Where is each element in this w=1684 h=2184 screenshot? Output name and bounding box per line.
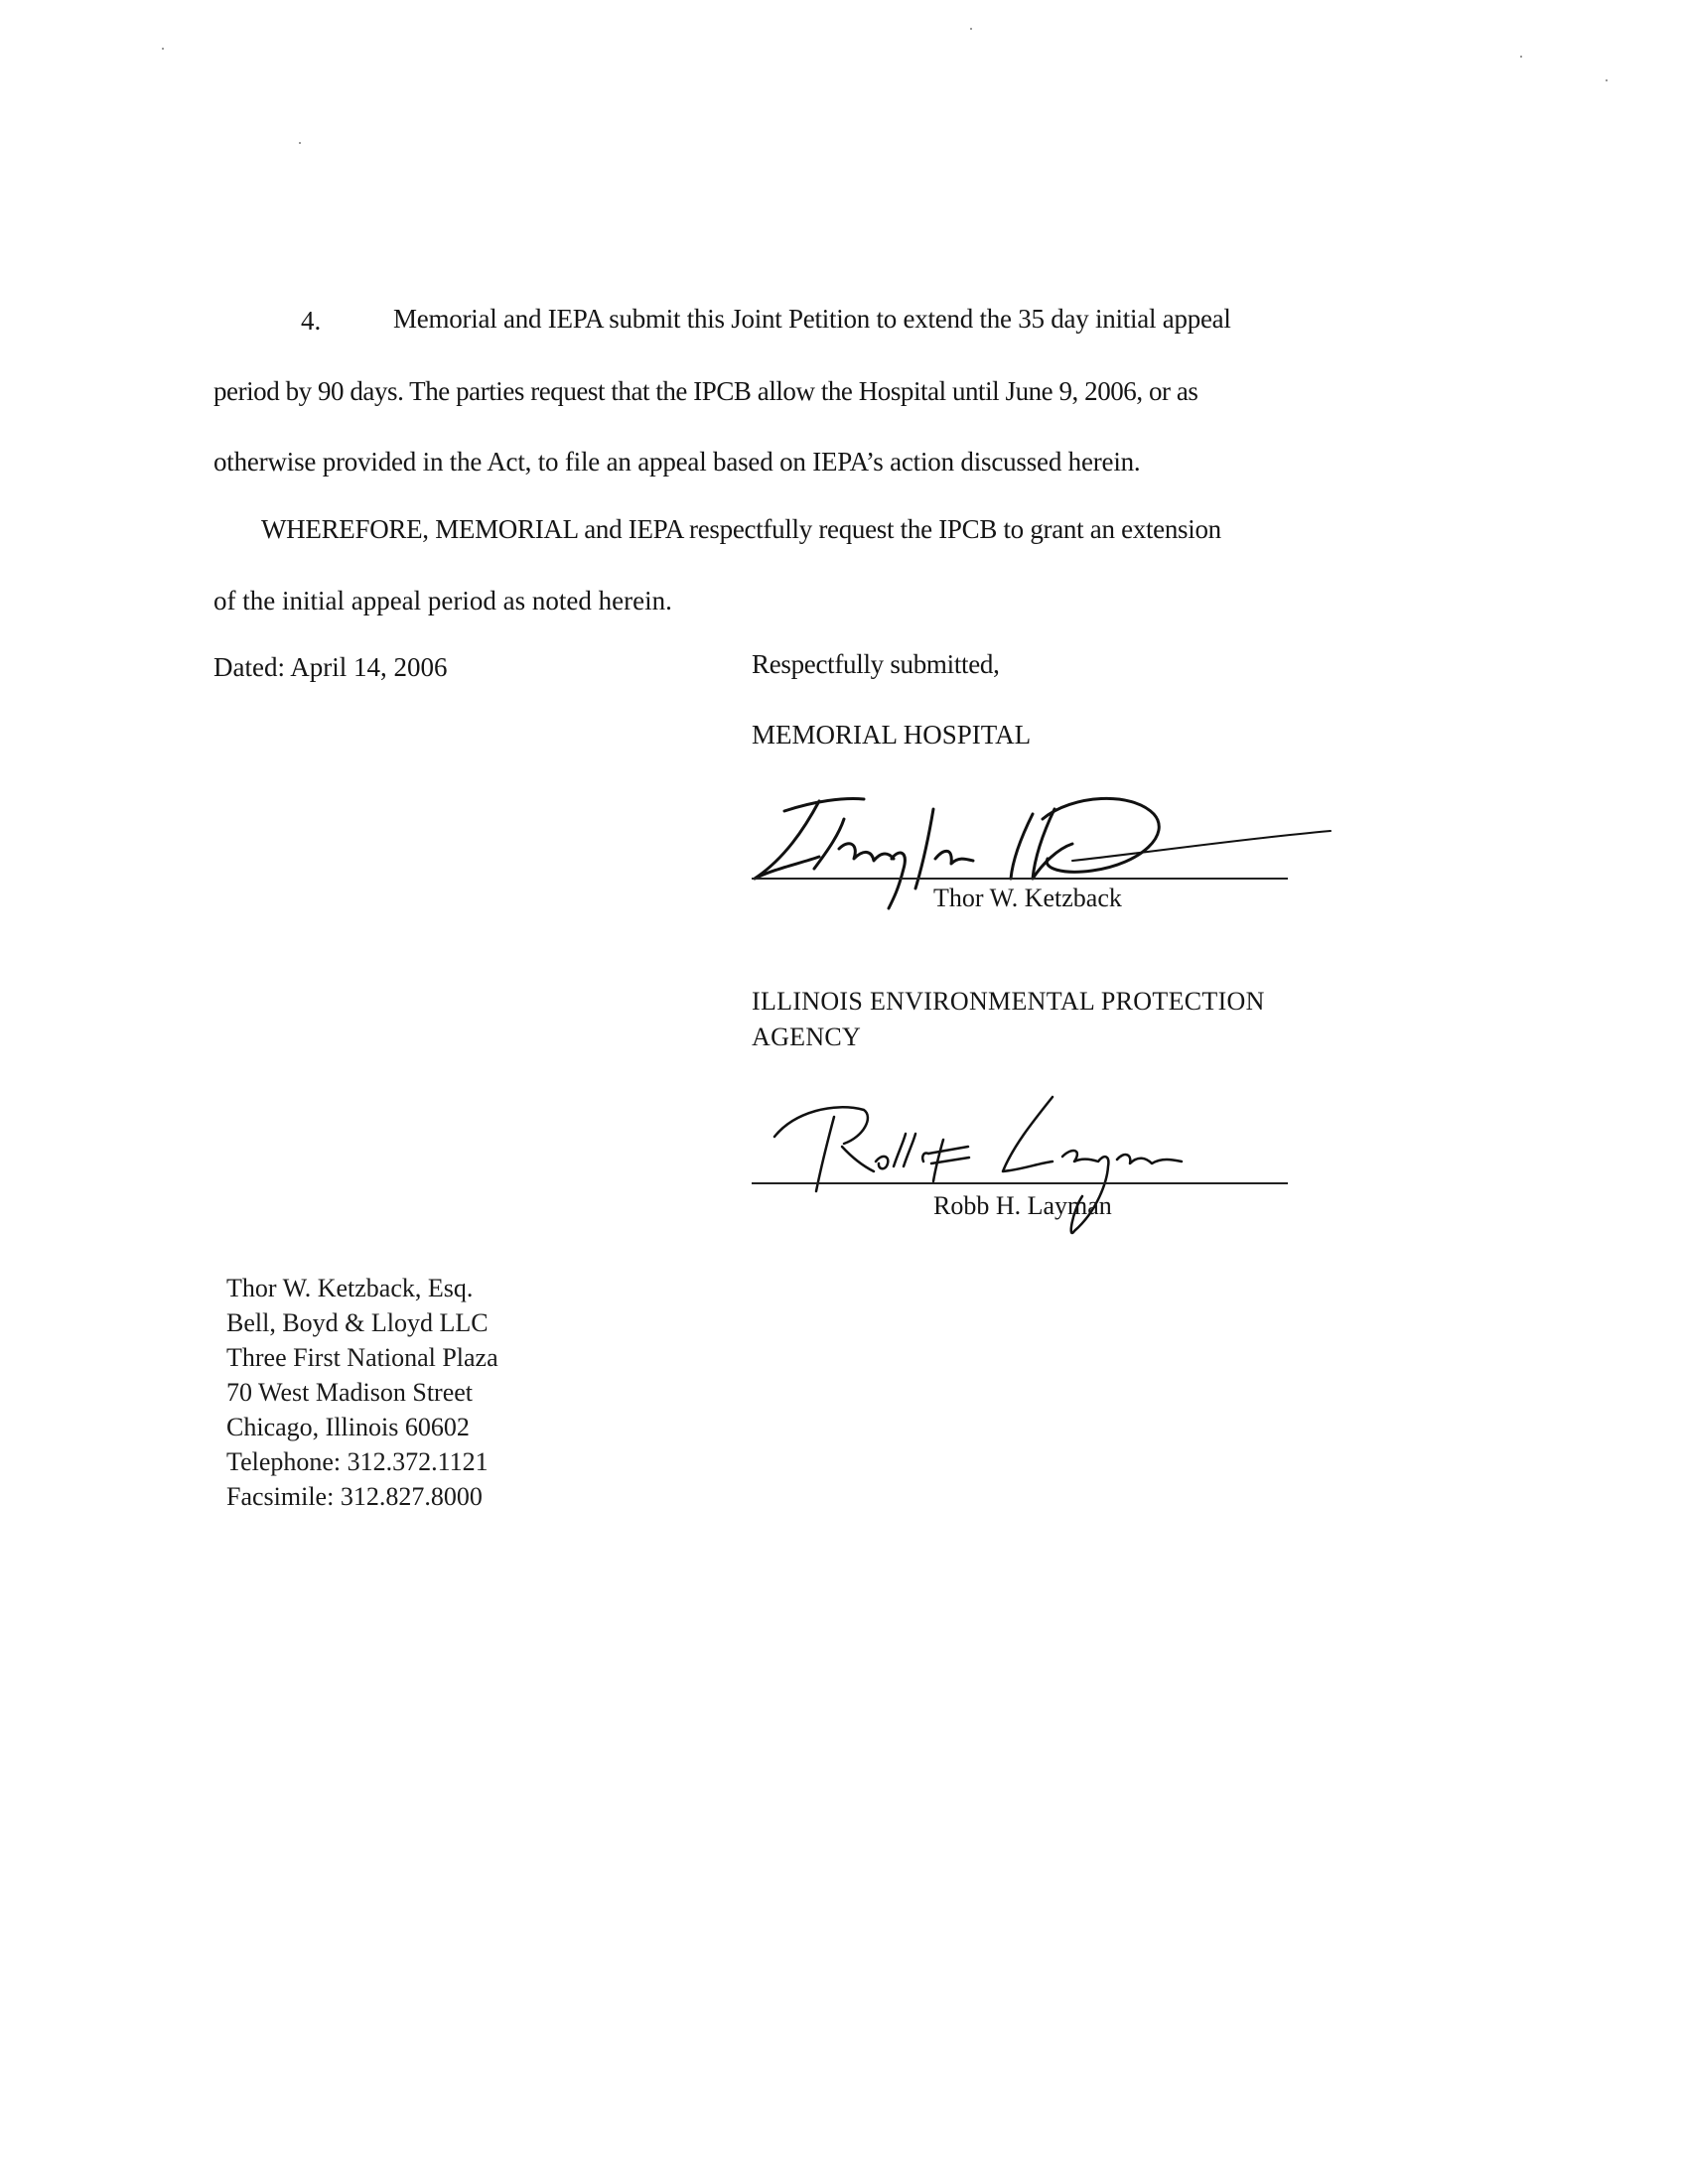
address-line: Telephone: 312.372.1121 — [226, 1447, 489, 1476]
date-line: Dated: April 14, 2006 — [213, 652, 448, 682]
scan-speck — [1606, 79, 1608, 81]
paragraph-line: otherwise provided in the Act, to file an appeal based on IEPA’s action discussed herein. — [213, 447, 1141, 477]
address-block — [226, 1271, 498, 1514]
address-line: Facsimile: 312.827.8000 — [226, 1482, 483, 1511]
scan-speck — [970, 28, 972, 30]
address-line: Thor W. Ketzback, Esq. — [226, 1274, 474, 1302]
signature-line — [752, 1182, 1288, 1184]
signature-robb-layman — [765, 1092, 1221, 1261]
signature-line — [752, 878, 1288, 880]
scan-speck — [1520, 56, 1522, 58]
wherefore-line: WHEREFORE, MEMORIAL and IEPA respectfully request the IPCB to grant an extension — [261, 514, 1221, 544]
paragraph-line: Memorial and IEPA submit this Joint Petition to extend the 35 day initial appeal — [393, 304, 1231, 334]
address-line: Bell, Boyd & Lloyd LLC — [226, 1308, 489, 1337]
party-name: AGENCY — [752, 1023, 862, 1051]
paragraph-number: 4. — [301, 306, 322, 336]
address-line: Three First National Plaza — [226, 1343, 498, 1372]
party-name: MEMORIAL HOSPITAL — [752, 720, 1032, 750]
scan-speck — [162, 48, 164, 50]
closing-line: Respectfully submitted, — [752, 649, 1000, 679]
paragraph-line: period by 90 days. The parties request that the IPCB allow the Hospital until June 9, 2006, or as — [213, 376, 1198, 406]
signer-name: Robb H. Layman — [933, 1191, 1112, 1220]
party-name: ILLINOIS ENVIRONMENTAL PROTECTION — [752, 987, 1265, 1016]
address-line: Chicago, Illinois 60602 — [226, 1413, 470, 1441]
scan-speck — [299, 142, 301, 144]
address-line: 70 West Madison Street — [226, 1378, 474, 1407]
signer-name: Thor W. Ketzback — [933, 884, 1122, 912]
wherefore-line: of the initial appeal period as noted herein. — [213, 586, 672, 615]
